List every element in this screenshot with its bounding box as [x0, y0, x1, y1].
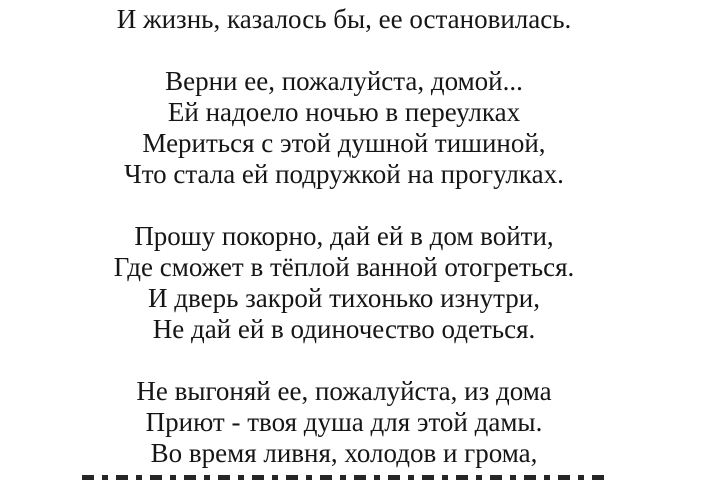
stanza-4	[0, 376, 688, 480]
clipped-poem-line	[0, 469, 688, 480]
poem-line: Где сможет в тёплой ванной отогреться.	[113, 252, 575, 282]
poem-line: И жизнь, казалось бы, ее остановилась.	[116, 4, 572, 34]
poem-line: Приют - твоя душа для этой дамы.	[145, 407, 543, 437]
poem-line: Не дай ей в одиночество одеться.	[152, 314, 536, 344]
poem-line: Ей надоело ночью в переулках	[167, 97, 521, 127]
stanza-2	[0, 66, 688, 190]
poem-line: Во время ливня, холодов и грома,	[150, 438, 538, 468]
poem-line: И дверь закрой тихонько изнутри,	[148, 283, 540, 313]
clipped-letter-tops	[82, 475, 606, 480]
stanza-3	[0, 221, 688, 345]
poem-line: Прошу покорно, дай ей в дом войти,	[134, 221, 554, 251]
poem-line: Что стала ей подружкой на прогулках.	[124, 159, 564, 189]
stanza-1	[0, 4, 688, 35]
poem-line: Верни ее, пожалуйста, домой...	[165, 66, 523, 96]
poem-line: Мериться с этой душной тишиной,	[142, 128, 546, 158]
poem-line: Не выгоняй ее, пожалуйста, из дома	[136, 376, 552, 406]
